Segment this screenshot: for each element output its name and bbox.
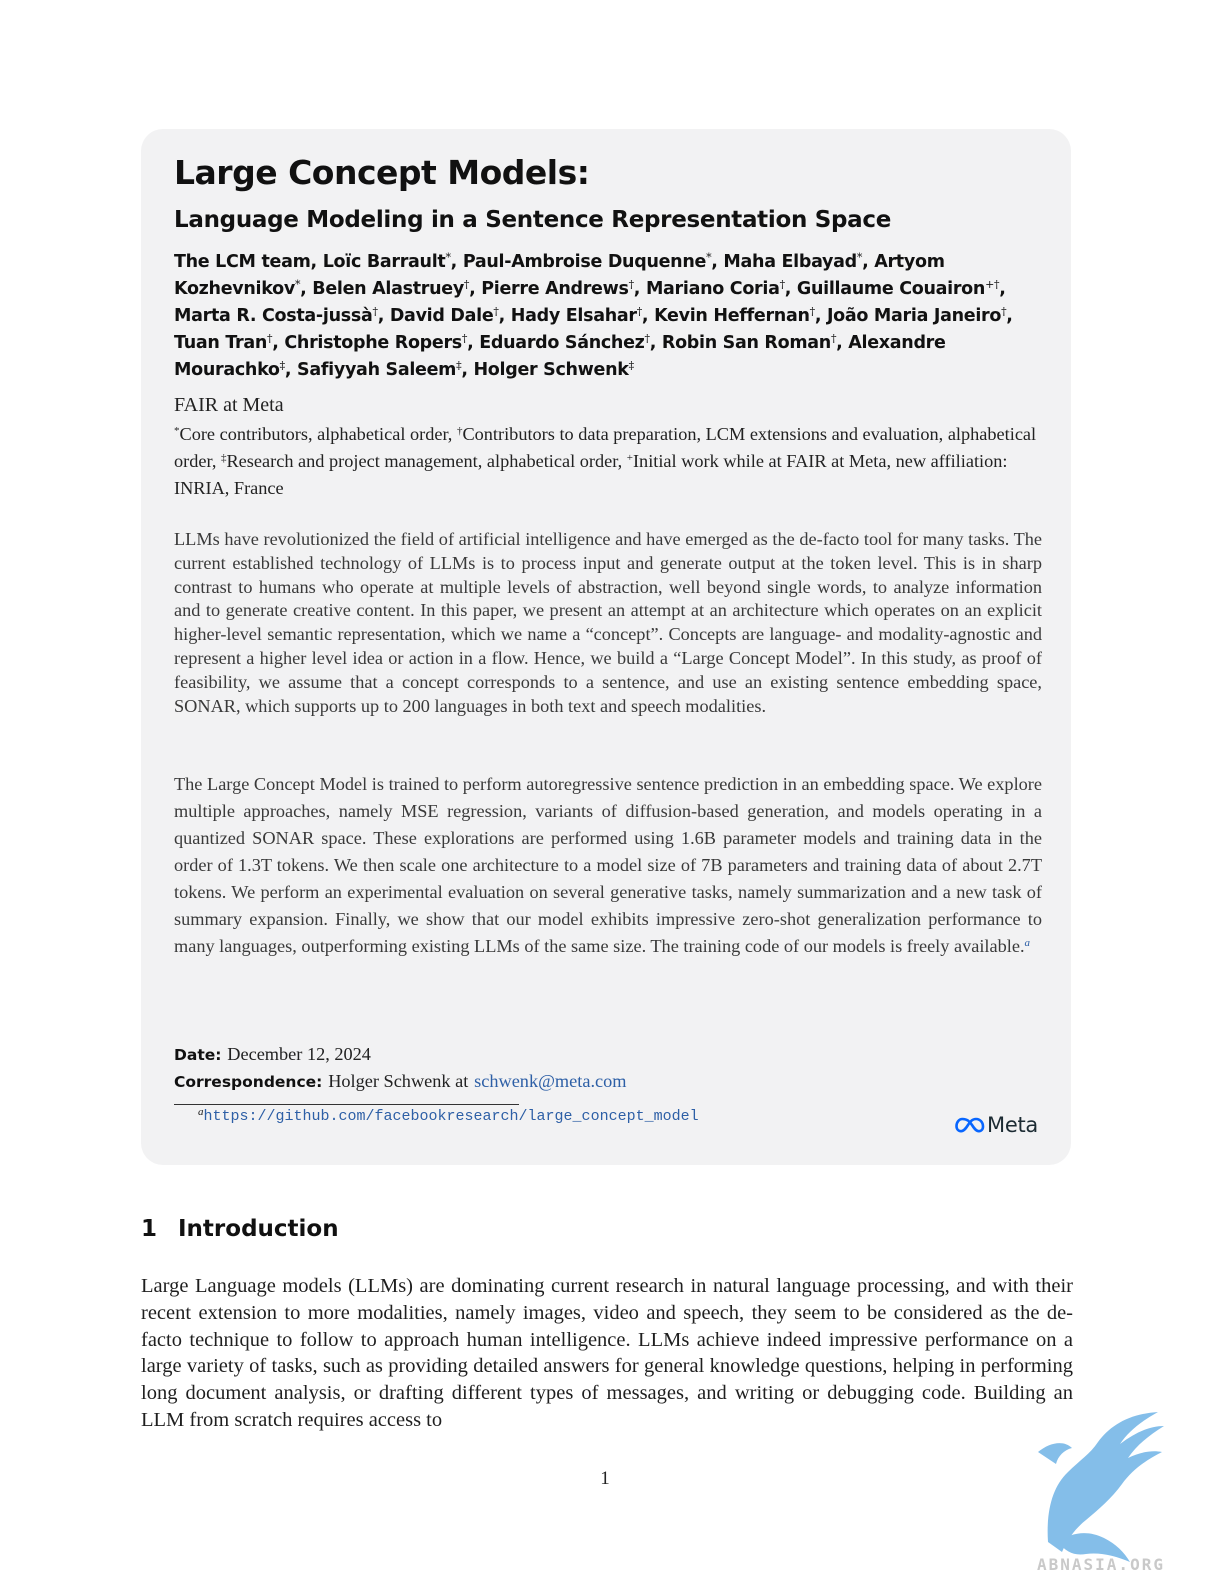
author-name: David Dale [389,306,494,326]
note-mark: * [174,425,180,437]
note-mark: † [456,425,463,437]
author-name: Kevin Heffernan [654,306,810,326]
paper-subtitle: Language Modeling in a Sentence Representation Space [174,207,892,233]
author-name: Alexandre Mourachko [174,333,946,380]
page-number: 1 [600,1468,610,1489]
affiliation: FAIR at Meta [174,394,284,416]
contribution-notes [174,421,1044,502]
correspondence-name: Holger Schwenk at [328,1071,469,1091]
note-text: Contributors to data preparation, LCM extensions and evaluation, alphabetical order, [174,424,1037,471]
author-mark: † [830,332,837,345]
author-mark: † [779,278,785,291]
author-mark: † [636,305,642,318]
author-name: Paul-Ambroise Duquenne [462,252,707,272]
author-name: Maha Elbayad [723,252,857,272]
author-mark: ‡ [279,359,285,372]
author-list: The LCM team, Loïc Barrault*, Paul-Ambroise Duquenne*, Maha Elbayad*, Artyom Kozhevnikov*, Belen Alastruey†, Pierre Andrews†, Mariano Coria†, Guillaume Couairon+†, Marta R. Costa-jussà†, David Dale†, Hady Elsahar†, Kevin Heffernan†, João Maria Janeiro†, Tuan Tran†, Christophe Ropers†, Eduardo Sánchez†, Robin San Roman†, Alexandre Mourachko‡, Safiyyah Saleem‡, Holger Schwenk‡ [174,251,1013,380]
meta-logo-text: Meta [987,1113,1038,1137]
meta-logo [955,1111,1038,1139]
date-row [174,1041,371,1068]
correspondence-label: Correspondence: [174,1073,323,1091]
author-mark: † [463,278,470,291]
correspondence-email-link[interactable]: schwenk@meta.com [474,1071,627,1091]
author-name: Christophe Ropers [284,333,462,353]
author-name: Belen Alastruey [312,279,464,299]
author-name: Safiyyah Saleem [297,360,457,380]
github-url-link[interactable]: https://github.com/facebookresearch/large_concept_model [203,1108,699,1125]
author-name: Marta R. Costa-jussà [174,306,373,326]
note-mark: + [626,452,633,464]
meta-infinity-icon [955,1116,985,1134]
date-label: Date: [174,1046,222,1064]
abstract-footnote-mark[interactable]: a [1024,937,1031,949]
author-name: Hady Elsahar [510,306,637,326]
author-mark: * [706,251,712,264]
author-name: Pierre Andrews [481,279,629,299]
abstract-paragraph-1: LLMs have revolutionized the field of artificial intelligence and have emerged as the de-facto tool for many tasks. The current established technology of LLMs is to process input and generate output at the token level. This is in sharp contrast to humans who operate at multiple levels of abstraction, well beyond single words, to analyze information and to generate creative content. In this paper, we present an attempt at an architecture which operates on an explicit higher-level semantic representation, which we name a “concept”. Concepts are language- and modality-agnostic and represent a higher level idea or action in a flow. Hence, we build a “Large Concept Model”. In this study, as proof of feasibility, we assume that a concept corresponds to a sentence, and use an existing sentence embedding space, SONAR, which supports up to 200 languages in both text and speech modalities. [174,529,1042,716]
author-name: Guillaume Couairon [796,279,986,299]
note-text: Core contributors, alphabetical order, [179,424,457,444]
author-mark: † [628,278,634,291]
watermark-text: ABNASIA.ORG [1037,1555,1165,1574]
author-mark: ‡ [628,359,634,372]
griffin-watermark-icon [1028,1392,1178,1567]
section-number: 1 [141,1216,158,1242]
author-mark: ‡ [456,359,462,372]
author-name: Mariano Coria [645,279,780,299]
note-text: Initial work while at FAIR at Meta, new affiliation: INRIA, France [174,451,1008,498]
author-mark: * [445,251,451,264]
abstract-paragraph-2-text: The Large Concept Model is trained to perform autoregressive sentence prediction in an embedding space. We explore multiple approaches, namely MSE regression, variants of diffusion-based generation, and models operating in a quantized SONAR space. These explorations are performed using 1.6B parameter models and training data in the order of 1.3T tokens. We then scale one architecture to a model size of 7B parameters and training data of about 2.7T tokens. We perform an experimental evaluation on several generative tasks, namely summarization and a new task of summary expansion. Finally, we show that our model exhibits impressive zero-shot generalization performance to many languages, outperforming existing LLMs of the same size. The training code of our models is freely available. [174,774,1042,956]
author-mark: † [372,305,378,318]
introduction-paragraph: Large Language models (LLMs) are dominating current research in natural language processing, and with their recent extension to more modalities, namely images, video and speech, they seem to be considered as the de-facto technique to follow to approach human intelligence. LLMs achieve indeed impressive performance on a large variety of tasks, such as providing detailed answers for general knowledge questions, helping in performing long document analysis, or drafting different types of messages, and writing or debugging code. Building an LLM from scratch requires access to [141,1275,1073,1431]
author-mark: * [856,251,863,264]
paper-title: Large Concept Models: [174,153,590,192]
author-mark: † [1001,305,1007,318]
correspondence-row [174,1068,627,1095]
author-name: Artyom Kozhevnikov [174,252,945,299]
abstract-paragraph-2 [174,771,1042,960]
author-name: Eduardo Sánchez [479,333,645,353]
author-name: The LCM team [174,252,311,272]
author-name: Robin San Roman [661,333,831,353]
author-mark: † [461,332,468,345]
author-name: Loïc Barrault [322,252,446,272]
note-mark: ‡ [220,452,227,464]
date-value: December 12, 2024 [227,1044,371,1064]
author-mark: * [294,278,301,291]
author-mark: +† [985,278,1000,291]
footnote [198,1108,699,1125]
author-mark: † [809,305,815,318]
author-name: João Maria Janeiro [826,306,1002,326]
author-name: Holger Schwenk [473,360,629,380]
footnote-mark: a [198,1106,204,1118]
author-mark: † [644,332,650,345]
author-name: Tuan Tran [174,333,268,353]
section-title: Introduction [178,1216,339,1242]
note-text: Research and project management, alphabetical order, [226,451,627,471]
author-mark: † [267,332,273,345]
section-heading-introduction [141,1216,339,1242]
author-mark: † [493,305,499,318]
footnote-divider [174,1104,519,1105]
